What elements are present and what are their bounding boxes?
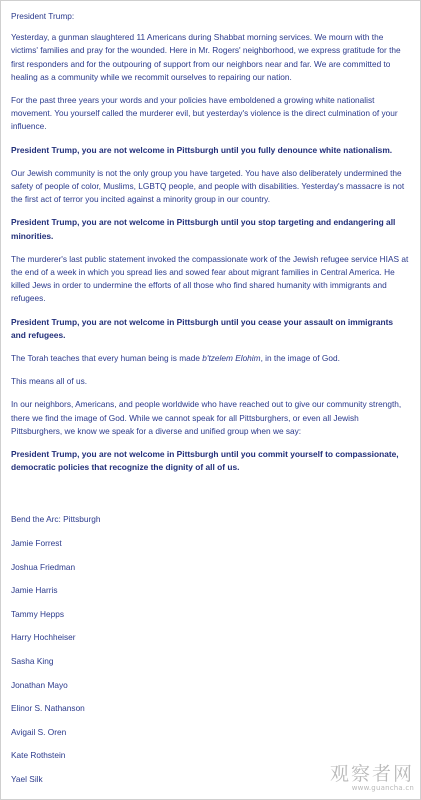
signatory: Sasha King — [11, 656, 54, 667]
signatory: Kate Rothstein — [11, 750, 66, 761]
signatory: Bend the Arc: Pittsburgh — [11, 514, 101, 525]
paragraph-2: For the past three years your words and your policies have emboldened a growing white nationalist movement. You yourself called the murderer evil, but yesterday's violence is the direct culmination of your influence. — [11, 95, 398, 132]
paragraph-5-italic: b'tzelem Elohim — [202, 353, 261, 364]
paragraph-4: The murderer's last public statement invoked the compassionate work of the Jewish refugee service HIAS at the end of a week in which you spread lies and sowed fear about migrant families in Central America. He killed Jews in order to undermine the efforts of all those who find shared humanity with immigrants and refugees. — [11, 253, 409, 304]
paragraph-5-end: , in the image of God. — [260, 353, 340, 364]
signatory-list — [11, 513, 410, 796]
paragraph-6: This means all of us. — [11, 376, 88, 387]
signatory: Joshua Friedman — [11, 561, 76, 572]
signatory: Elinor S. Nathanson — [11, 703, 85, 714]
site-watermark — [330, 764, 414, 792]
watermark-url: www.guancha.cn — [351, 784, 414, 792]
paragraph-5 — [11, 352, 410, 365]
signatory: Jonathan Mayo — [11, 679, 68, 690]
paragraph-1: Yesterday, a gunman slaughtered 11 Americans during Shabbat morning services. We mourn with the victims' families and pray for the wounded. Here in Mr. Rogers' neighborhood, we express gratitude for the first responders and for the outpouring of support from our neighbors near and far. We are committed to healing as a community while we recommit ourselves to repairing our nation. — [11, 32, 401, 82]
signatory: Tammy Hepps — [11, 608, 65, 619]
paragraph-3: Our Jewish community is not the only group you have targeted. You have also deliberately undermined the safety of people of color, Muslims, LGBTQ people, and people with disabilities. Yesterday's massacre is not the first act of terror you incited against a minority group in our country. — [11, 167, 405, 205]
signatory: Harry Hochheiser — [11, 632, 76, 643]
demand-1: President Trump, you are not welcome in Pittsburgh until you fully denounce white nationalism. — [11, 144, 393, 155]
signatory: Yael Silk — [11, 774, 43, 785]
letter-body — [1, 1, 420, 797]
signatory: Avigail S. Oren — [11, 726, 67, 737]
demand-4: President Trump, you are not welcome in Pittsburgh until you commit yourself to compassionate, democratic policies that recognize the dignity of all of us. — [11, 449, 399, 473]
paragraph-5-start: The Torah teaches that every human being is made — [11, 353, 203, 364]
signatory: Jamie Harris — [11, 585, 58, 596]
paragraph-7: In our neighbors, Americans, and people worldwide who have reached out to give our community strength, there we find the image of God. While we cannot speak for all Pittsburghers, or even all Jewish Pittsburghers, we know we speak for a diverse and unified group when we say: — [11, 399, 402, 436]
demand-3: President Trump, you are not welcome in Pittsburgh until you cease your assault on immigrants and refugees. — [11, 316, 394, 340]
watermark-chinese: 观察者网 — [329, 763, 414, 785]
demand-2: President Trump, you are not welcome in Pittsburgh until you stop targeting and endangering all minorities. — [11, 217, 396, 241]
signatory: Jamie Forrest — [11, 538, 62, 549]
salutation: President Trump: — [11, 11, 75, 21]
